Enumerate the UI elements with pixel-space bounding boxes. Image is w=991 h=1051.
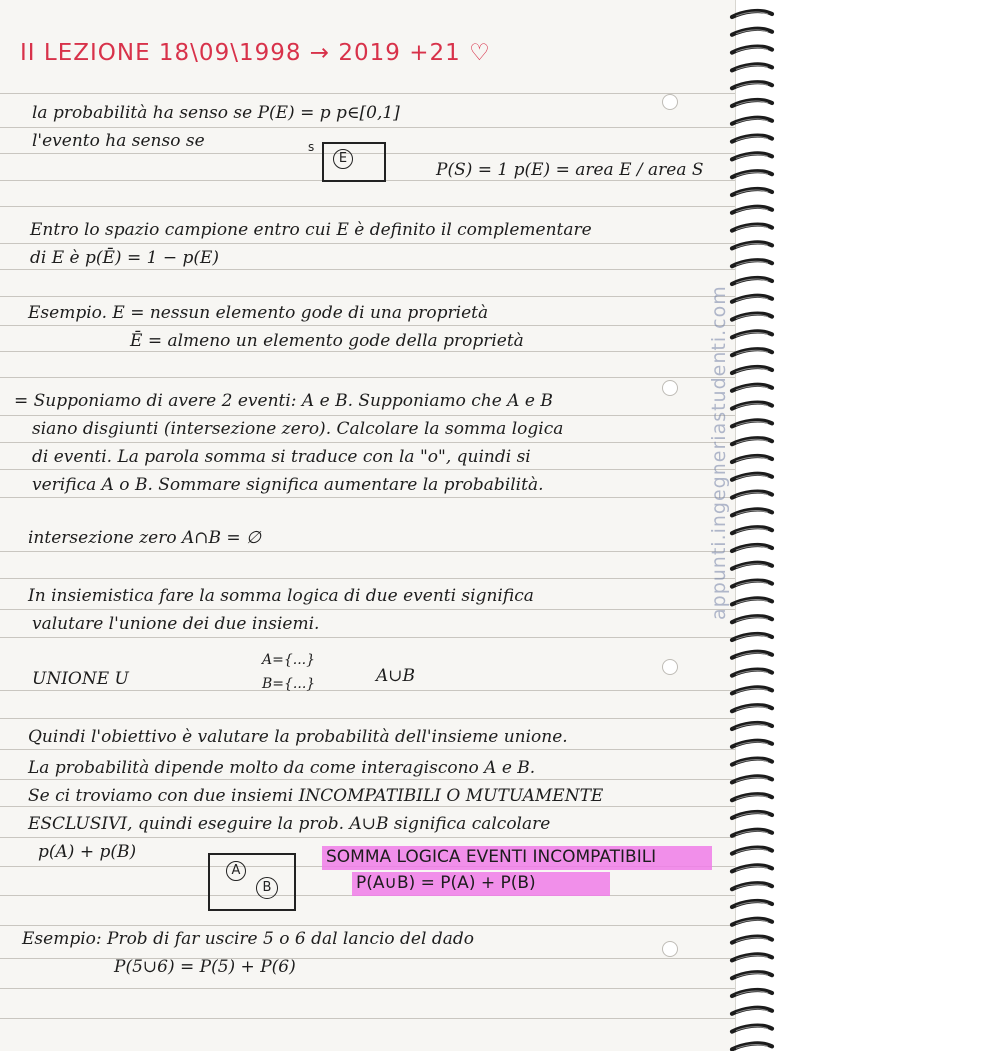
spiral-binding [726,0,786,1051]
event-a-circle: A [226,861,246,881]
rule-line [0,351,735,352]
punch-hole [662,94,678,110]
rule-line [0,269,735,270]
rule-line [0,497,735,498]
rule-line [0,718,735,719]
note-line: P(5∪6) = P(5) + P(6) [114,957,296,977]
note-line: Ē = almeno un elemento gode della proprietà [130,331,524,351]
event-e-circle: E [333,149,353,169]
note-line: l'evento ha senso se [32,131,205,151]
rule-line [0,469,735,470]
page-title: II LEZIONE 18\09\1998 → 2019 +21 ♡ [20,40,491,66]
rule-line [0,749,735,750]
note-line: Quindi l'obiettivo è valutare la probabilità dell'insieme unione. [28,727,568,747]
rule-line [0,806,735,807]
note-line: di eventi. La parola somma si traduce con la "o", quindi si [32,447,531,467]
union-symbol: A∪B [376,666,416,686]
rule-line [0,206,735,207]
rule-line [0,127,735,128]
note-line: In insiemistica fare la somma logica di due eventi significa [28,586,534,606]
rule-line [0,637,735,638]
site-watermark: appunti.ingegneriastudenti.com [708,285,730,620]
rule-line [0,837,735,838]
note-line: Esempio: Prob di far uscire 5 o 6 dal lancio del dado [22,929,474,949]
sample-space-box [322,142,386,182]
note-line: intersezione zero A∩B = ∅ [28,528,261,548]
note-line: ESCLUSIVI, quindi eseguire la prob. A∪B significa calcolare [28,814,551,834]
event-b-circle: B [256,877,278,899]
rule-line [0,1018,735,1019]
rule-line [0,377,735,378]
punch-hole [662,380,678,396]
rule-line [0,779,735,780]
note-line: Esempio. E = nessun elemento gode di una proprietà [28,303,489,323]
set-b-definition: B={...} [262,676,316,692]
highlighted-formula: P(A∪B) = P(A) + P(B) [356,873,536,893]
rule-line [0,415,735,416]
note-line: Se ci troviamo con due insiemi INCOMPATIBILI O MUTUAMENTE [28,786,604,806]
note-line: UNIONE U [32,669,129,689]
note-line: La probabilità dipende molto da come interagiscono A e B. [28,758,536,778]
incompatible-events-box [208,853,296,911]
rule-line [0,243,735,244]
rule-line [0,925,735,926]
note-line: la probabilità ha senso se P(E) = p p∈[0,1] [32,103,400,123]
set-a-definition: A={...} [262,652,316,668]
note-line: P(S) = 1 p(E) = area E / area S [436,160,704,180]
rule-line [0,609,735,610]
note-line: Entro lo spazio campione entro cui E è definito il complementare [30,220,592,240]
note-line: p(A) + p(B) [38,842,137,862]
rule-line [0,988,735,989]
rule-line [0,958,735,959]
punch-hole [662,659,678,675]
note-line: = Supponiamo di avere 2 eventi: A e B. Supponiamo che A e B [14,391,553,411]
highlighted-heading: SOMMA LOGICA EVENTI INCOMPATIBILI [326,847,657,867]
note-line: valutare l'unione dei due insiemi. [32,614,320,634]
rule-line [0,442,735,443]
rule-line [0,325,735,326]
sample-space-label: s [308,140,315,154]
rule-line [0,551,735,552]
note-line: verifica A o B. Sommare significa aumentare la probabilità. [32,475,544,495]
rule-line [0,296,735,297]
note-line: di E è p(Ē) = 1 − p(E) [30,248,220,268]
rule-line [0,578,735,579]
rule-line [0,690,735,691]
rule-line [0,93,735,94]
note-line: siano disgiunti (intersezione zero). Calcolare la somma logica [32,419,564,439]
punch-hole [662,941,678,957]
